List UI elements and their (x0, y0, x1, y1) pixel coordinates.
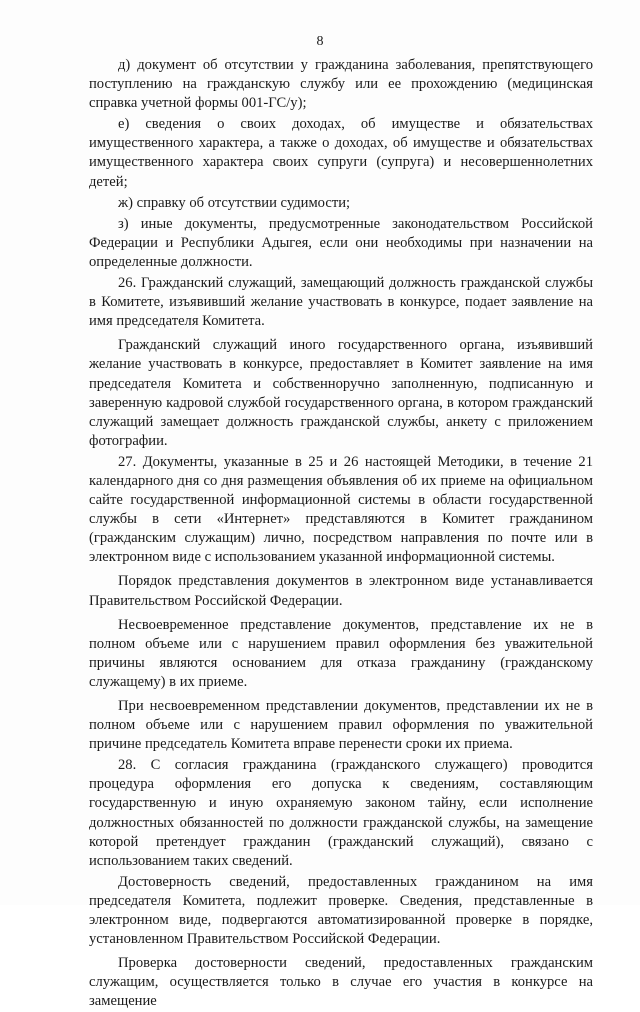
paragraph-item-zh: ж) справку об отсутствии судимости; (118, 194, 351, 211)
page-number: 8 (316, 34, 324, 49)
paragraph-employee-verification: Проверка достоверности сведений, предоставленных гражданским служащим, осуществляется только в случае его участия в конкурсе на замещение (89, 955, 593, 1010)
paragraph-late-submission-extension: При несвоевременном представлении документов, представлении их не в полном объеме или с нарушением правил оформления по уважительной причине председатель Комитета вправе перенести сроки их приема. (89, 698, 593, 753)
paragraph-clause-26: 26. Гражданский служащий, замещающий должность гражданской службы в Комитете, изъявивший желание участвовать в конкурсе, подает заявление на имя председателя Комитета. (89, 275, 593, 330)
paragraph-item-d: д) документ об отсутствии у гражданина заболевания, препятствующего поступлению на гражданскую службу или ее прохождению (медицинская справка учетной формы 001-ГС/у); (89, 57, 593, 112)
paragraph-clause-28: 28. С согласия гражданина (гражданского служащего) проводится процедура оформления его допуска к сведениям, составляющим государственную и иную охраняемую законом тайну, если исполнение должностных обязанностей по должности гражданской службы, на замещение которой претендует гражданин (гражданский служащий), связано с использованием таких сведений. (89, 757, 593, 869)
paragraph-item-z: з) иные документы, предусмотренные законодательством Российской Федерации и Республики Адыгея, если они необходимы при назначении на определенные должности. (89, 215, 593, 270)
paragraph-citizen-verification: Достоверность сведений, предоставленных гражданином на имя председателя Комитета, подлежит проверке. Сведения, представленные в электронном виде, подвергаются автоматизированной проверке в порядке, установленном Правительством Российской Федерации. (89, 873, 593, 948)
paragraph-other-agency-employee: Гражданский служащий иного государственного органа, изъявивший желание участвовать в конкурсе, предоставляет в Комитет заявление на имя председателя Комитета и собственноручно заполненную, подписанную и заверенную кадровой службой государственного органа, в котором гражданский служащий замещает должность гражданской службы, анкету с приложением фотографии. (89, 337, 593, 449)
paragraph-clause-27: 27. Документы, указанные в 25 и 26 настоящей Методики, в течение 21 календарного дня со дня размещения объявления об их приеме на официальном сайте государственной информационной системы в области государственной службы в сети «Интернет» представляются в Комитет гражданином (гражданским служащим) лично, посредством направления по почте или в электронном виде с использованием указанной информационной системы. (89, 453, 593, 566)
paragraph-electronic-submission-order: Порядок представления документов в электронном виде устанавливается Правительством Российской Федерации. (89, 573, 593, 609)
document-body (89, 56, 593, 1012)
paragraph-item-e: е) сведения о своих доходах, об имуществе и обязательствах имущественного характера, а также о доходах, об имуществе и обязательствах имущественного характера своих супруги (супруга) и несовершеннолетних детей; (89, 116, 593, 190)
paragraph-late-submission-refusal: Несвоевременное представление документов, представление их не в полном объеме или с нарушением правил оформления без уважительной причины являются основанием для отказа гражданину (гражданскому служащему) в их приеме. (89, 616, 593, 690)
